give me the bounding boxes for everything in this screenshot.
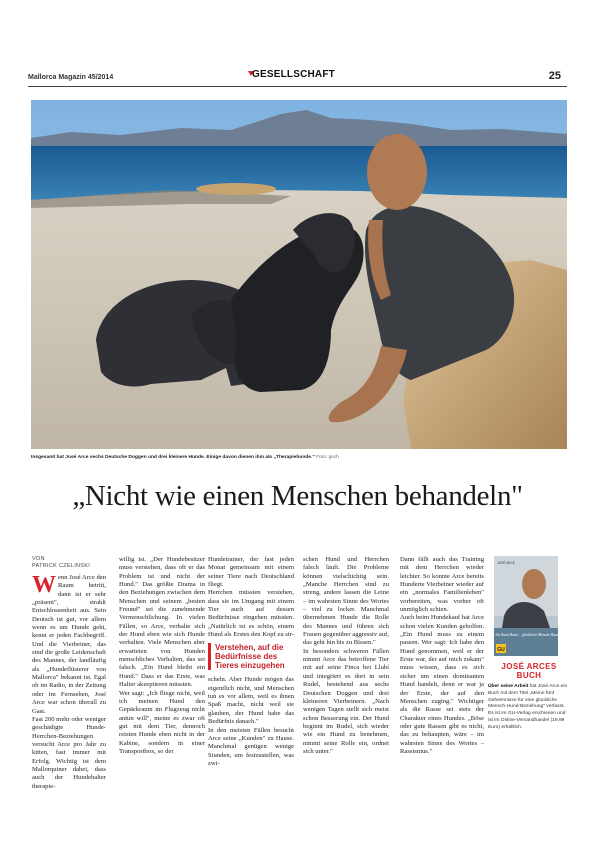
dropcap: W — [32, 572, 56, 598]
page-number: 25 — [548, 70, 561, 82]
man-head — [367, 134, 427, 210]
book-lead: Über seine Arbeit — [488, 684, 529, 689]
cover-author: JOSÉ ARCE — [497, 561, 515, 565]
article-text: willig ist. „Der Hundebesitzer muss verstehen, dass oft er das Problem ist und nicht der Hund." Das größte Drama in den Beziehungen zwischen dem Menschen und seinem „besten Freund" sei die zunehmende Vermenschlichung. In vielen Fällen, so Arce, verhalte sich der Hund eben wie sich Hunde verhalten. Viele Menschen aber erwarteten von Hunden menschliches Verhalten, das sei falsch. „Ein Hund bleibt ein Hund." Dass er das Erste, was Halter akzeptieren müssten. Wer sagt: „Ich fliege nicht, weil ich meinen Hund den Gepäckraum im Flugzeug nicht antun will", meine es zwar oft gut mit dem Tier, dennoch reisten Hunde eben nicht in der Kabine, sondern in einer Transportbox, so der — [119, 556, 205, 755]
book-description — [488, 684, 570, 732]
book-heading — [488, 662, 570, 680]
article-column-3 — [208, 556, 294, 768]
book-sidebar — [488, 556, 576, 732]
photo-caption — [31, 455, 567, 460]
article-column-2 — [119, 556, 205, 756]
article-text: scheln. Aber Hunde mögen das eigentlich nicht, und Menschen tun es vor allem, weil es ihnen Spaß macht, nicht weil sie glauben, der Hund habe das Bedürfnis danach." In den meisten Fällen besucht Arce seine „Kunden" zu Hause. Manchmal genügen wenige Stunden, um festzustellen, was zwi- — [208, 676, 294, 767]
book-heading-line2: BUCH — [516, 671, 542, 680]
article-text: enn José Arce den Raum betritt, dann ist er sehr „präsent", strahlt Entschlossenheit aus. Sein Deutsch ist gut, vor allem wenn es um Hunde geht, kennt er jeden Fachbegriff. Und die Vierbeiner, das sind die große Leidenschaft des Mannes, der landläufig als „Hundeflüsterer von Mallorca" bekannt ist. Egal ob im Radio, in der Zeitung oder im Fernsehen, José Arce war schon überall zu Gast. Fast 200 mehr oder weniger geschädigte Hunde-Herrchen-Beziehungen versucht Arce pro Jahr zu kitten, fast immer mit Erfolg. Wichtig ist dem Mallorquiner dabei, dass auch der Hundehalter therapie- — [32, 574, 106, 790]
book-cover — [488, 556, 576, 656]
article-column-1 — [32, 556, 106, 791]
publisher-badge: GU — [497, 647, 505, 653]
photo-credit: Foto: gsch — [316, 455, 339, 460]
pull-quote: Verstehen, auf die Bedürfnisse des Tieres einzugehen — [208, 643, 294, 670]
cover-title: Wie Sie Ihren Hund ... glückliche Mensch-Hund-Beziehung — [488, 633, 576, 637]
section-title: GESELLSCHAFT — [252, 69, 335, 80]
book-heading-line1: JOSÉ ARCES — [501, 662, 557, 671]
caption-text: Insgesamt hat José Arce sechs Deutsche Doggen und drei kleinere Hunde. Einige davon dienen ihm als „Therapiehunde." — [31, 455, 315, 460]
article-column-5 — [400, 556, 484, 756]
byline-von: VON — [32, 556, 45, 562]
book-text: hat José Arce ein Buch mit dem Titel „Meine fünf Geheimnisse für eine glückliche Mensch-Hund-Beziehung" verfasst. Es ist im GU-Verlag erschienen und ist im Online-Versandhandel (19,99 Euro) erhältlich. — [488, 684, 568, 730]
publication-name: Mallorca Magazin 45/2014 — [28, 74, 114, 81]
byline-author: PATRICK CZELINSKI — [32, 563, 91, 569]
article-column-4 — [303, 556, 389, 756]
article-text: schen Hund und Herrchen falsch läuft. Die Probleme können vielschichtig sein. „Manche Herrchen sind zu streng, andere lassen die Leine – im wahrsten Sinne des Wortes – viel zu locker. Manchmal übernehmen Hunde die Rolle des Mannes und führen sich Frauen gegenüber aggressiv auf, das geht hin bis zu Bissen." In besonders schweren Fällen nimmt Arce das betroffene Tier mit auf seine Finca bei Llubí und integriert es dort in sein Rudel, bestehend aus sechs Deutschen Doggen und drei kleineren Vierbeinern. „Nach wenigen Tagen stellt sich meist schon Besserung ein. Der Hund beginnt im Rudel, sich wieder wie ein Hund zu benehmen, nimmt seine Rolle ein, ordnet sich unter." — [303, 556, 389, 755]
headline: „Nicht wie einen Menschen behandeln" — [72, 480, 523, 512]
main-photo — [31, 100, 567, 449]
cover-portrait — [522, 569, 546, 599]
article-text: Hundetrainer, der fast jeden Monat gemeinsam mit einem seiner Tiere nach Deutschland fliegt. Herrchen müssten verstehen, dass sie im Umgang mit einem Tier auch auf dessen Bedürfnisse eingehen müssten. „Natürlich ist es schön, einem Hund als Erstes den Kopf zu str- — [208, 556, 294, 639]
article-text: Dann fällt auch das Training mit dem Herrchen wieder leichter. So konnte Arce bereits Hunderte Vierbeiner wieder auf ein „normales Familienleben" vorbereiten, was vorher oft unmöglich schien. Auch beim Hundekauf hat Arce schon vielen Kunden geholfen. „Ein Hund muss zu einem passen. Wer sagt: Ich habe den Hund genommen, weil er der Erste war, der auf mich zukam" muss wissen, dass es sich sicher um einen dominanten Hund handelt, denn er war ja der Erste, der auf den Menschen zuging." Wichtiger als die Rasse sei stets der Charakter eines Hundes. „Böse oder gute Rassen gibt es nicht, das zu behaupten, wäre – im wahrsten Sinne des Wortes – Rassismus." — [400, 556, 484, 755]
header-rule — [28, 86, 567, 87]
